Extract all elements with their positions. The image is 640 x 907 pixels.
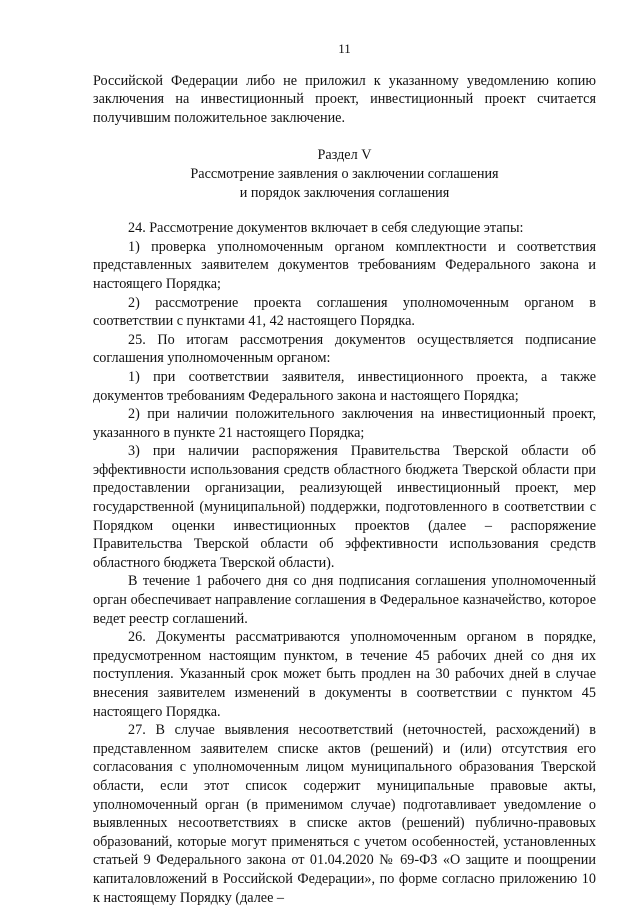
- spacer: [93, 202, 596, 219]
- page-number: 11: [338, 41, 351, 56]
- continuation-paragraph: Российской Федерации либо не приложил к указанному уведомлению копию заключения на инвестиционный проект, инвестиционный проект считается получившим положительное заключение.: [93, 72, 596, 126]
- paragraph-27: 27. В случае выявления несоответствий (неточностей, расхождений) в представленном заявителем списке актов (решений) и (или) отсутствия его согласования с уполномоченным лицом муниципального образования Тверской области, если этот список содержит муниципальные правовые акты, уполномоченный орган (в применимом случае) подготавливает уведомление о выявленных несоответствиях в списке актов (решений) публично-правовых образований, которые могут применяться с учетом особенностей, установленных статьей 9 Федерального закона от 01.04.2020 № 69-ФЗ «О защите и поощрении капиталовложений в Российской Федерации», по форме согласно приложению 10 к настоящему Порядку (далее –: [93, 722, 596, 906]
- paragraph-24-1: 1) проверка уполномоченным органом комплектности и соответствия представленных заявителем документов требованиям Федерального закона и настоящего Порядка;: [93, 238, 596, 292]
- paragraph-24: 24. Рассмотрение документов включает в себя следующие этапы:: [128, 220, 524, 237]
- paragraph-24-2: 2) рассмотрение проекта соглашения уполномоченным органом в соответствии с пунктами 41, 42 настоящего Порядка.: [93, 294, 596, 330]
- paragraph-25-term: В течение 1 рабочего дня со дня подписания соглашения уполномоченный орган обеспечивает направление соглашения в Федеральное казначейство, которое ведет реестр соглашений.: [93, 573, 596, 627]
- paragraph-25-3: 3) при наличии распоряжения Правительства Тверской области об эффективности использования средств областного бюджета Тверской области при предоставлении организации, реализующей инвестиционный проект, мер государственной (муниципальной) поддержки, подготовленного в соответствии с Порядком оценки инвестиционных проектов (далее – распоряжение Правительства Тверской области об эффективности использования средств областного бюджета Тверской области).: [93, 443, 596, 571]
- document-page: [93, 40, 596, 907]
- paragraph-25: 25. По итогам рассмотрения документов осуществляется подписание соглашения уполномоченным органом:: [93, 331, 596, 367]
- paragraph-25-2: 2) при наличии положительного заключения на инвестиционный проект, указанного в пункте 21 настоящего Порядка;: [93, 406, 596, 441]
- section-title-line1: Рассмотрение заявления о заключении соглашения: [190, 165, 499, 182]
- spacer: [93, 127, 596, 146]
- section-number: Раздел V: [317, 147, 372, 164]
- paragraph-26: 26. Документы рассматриваются уполномоченным органом в порядке, предусмотренном настоящим пунктом, в течение 45 рабочих дней со дня их поступления. Указанный срок может быть продлен на 30 рабочих дней в случае внесения заявителем изменений в документы в соответствии с пунктом 45 настоящего Порядка.: [93, 629, 596, 720]
- paragraph-25-1: 1) при соответствии заявителя, инвестиционного проекта, а также документов требованиям Федерального закона и настоящего Порядка;: [93, 368, 596, 404]
- section-title-line2: и порядок заключения соглашения: [239, 184, 450, 201]
